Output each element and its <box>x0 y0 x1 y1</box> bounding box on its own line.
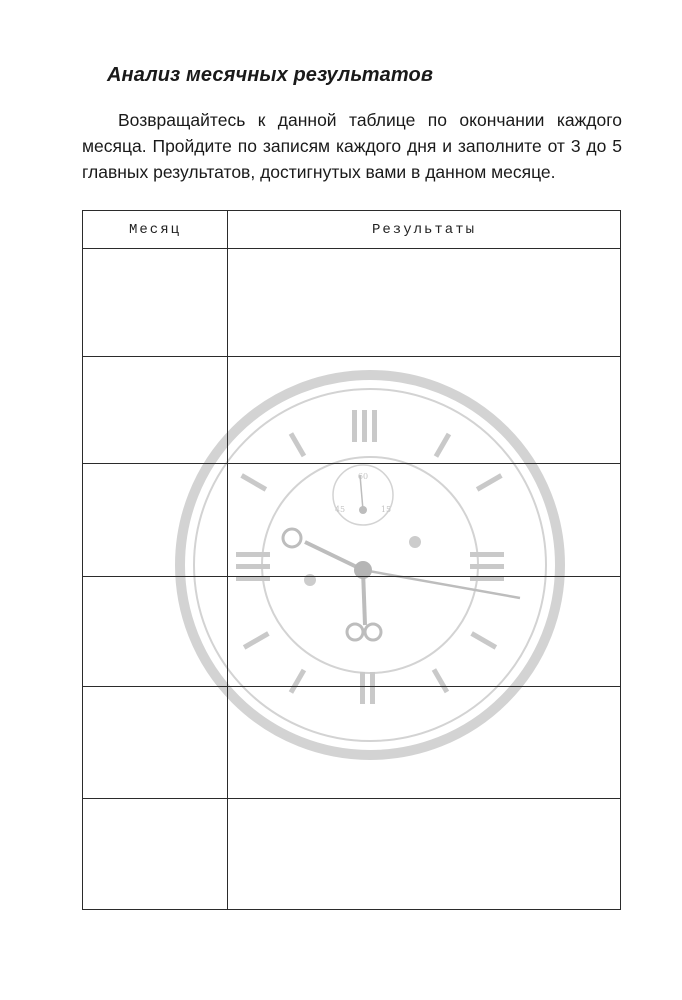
results-cell[interactable] <box>228 249 621 357</box>
results-cell[interactable] <box>228 577 621 687</box>
table-row <box>83 249 621 357</box>
month-cell[interactable] <box>83 249 228 357</box>
subdial-label-45: 45 <box>334 505 346 514</box>
page-title: Анализ месячных результатов <box>107 64 434 86</box>
results-cell[interactable] <box>228 799 621 910</box>
month-cell[interactable] <box>83 577 228 687</box>
table-row <box>83 577 621 687</box>
table-row <box>83 464 621 577</box>
table-row <box>83 687 621 799</box>
header-month: Месяц <box>83 211 228 249</box>
monthly-results-table <box>82 210 621 910</box>
month-cell[interactable] <box>83 357 228 464</box>
results-cell[interactable] <box>228 357 621 464</box>
month-cell[interactable] <box>83 687 228 799</box>
results-cell[interactable] <box>228 687 621 799</box>
subdial-label-60: 60 <box>357 472 369 481</box>
subdial-label-15: 15 <box>380 505 392 514</box>
table-row <box>83 357 621 464</box>
month-cell[interactable] <box>83 799 228 910</box>
month-cell[interactable] <box>83 464 228 577</box>
results-cell[interactable] <box>228 464 621 577</box>
table-header-row <box>83 211 621 249</box>
table-row <box>83 799 621 910</box>
header-results: Результаты <box>228 211 621 249</box>
instructions-paragraph: Возвращайтесь к данной таблице по окончании каждого месяца. Пройдите по записям каждого дня и заполните от 3 до 5 главных результатов, достигнутых вами в данном месяце. <box>82 110 622 182</box>
